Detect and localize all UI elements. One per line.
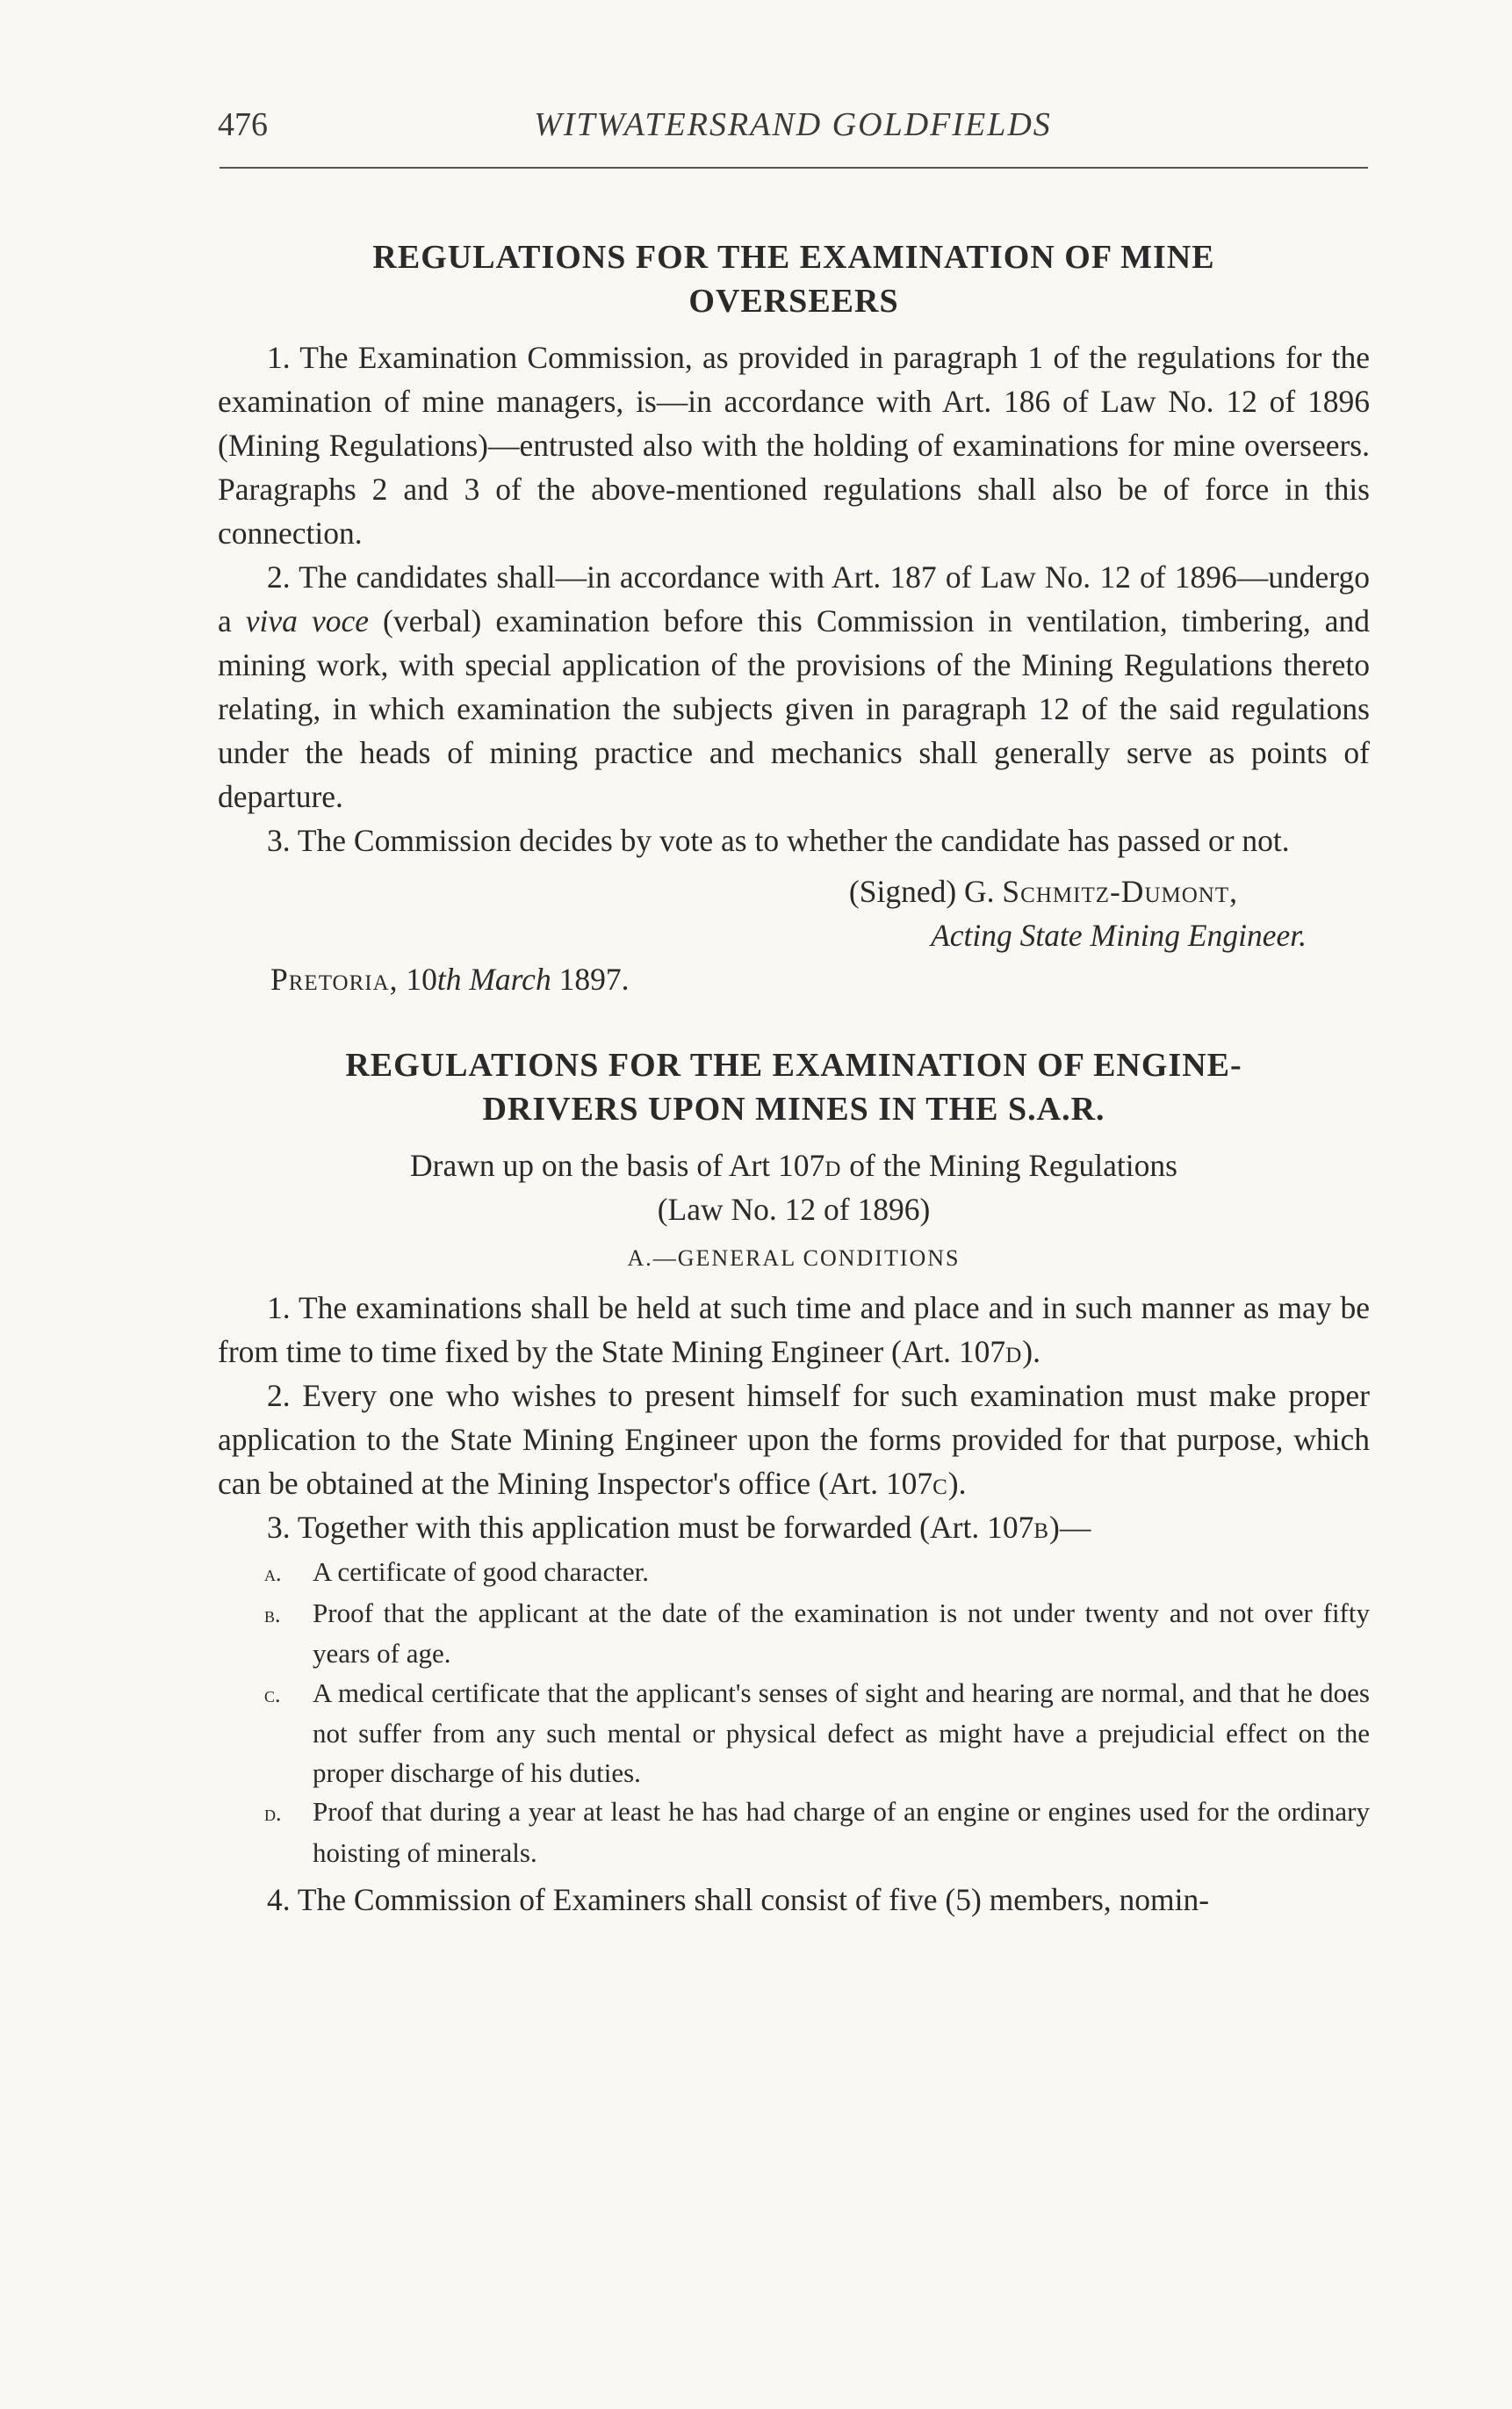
section2-paragraph-1-b: ). (1022, 1334, 1040, 1369)
dateline (218, 957, 1370, 1001)
section1-paragraph-1: 1. The Examination Commission, as provided in paragraph 1 of the regulations for the examination of mine managers, is—in accordance with Art. 186 of Law No. 12 of 1896 (Mining Regulations)—entrusted also with the holding of examinations for mine overseers. Paragraphs 2 and 3 of the above-mentioned regulations shall also be of force in this connection. (218, 340, 1370, 551)
section1-heading (218, 235, 1370, 323)
section2-paragraph-3 (218, 1505, 1370, 1549)
dateline-year: 1897. (551, 962, 630, 997)
list-item-b-label: b. (264, 1601, 281, 1627)
list-item-d (218, 1792, 1370, 1872)
section2-subtitle (218, 1143, 1370, 1231)
section2-paragraph-4: 4. The Commission of Examiners shall consist of five (5) members, nomin- (267, 1882, 1210, 1917)
list-item-d-text: Proof that during a year at least he has had charge of an engine or engines used for the ordinary hoisting of minerals. (313, 1796, 1370, 1868)
page-number: 476 (218, 106, 268, 143)
section2-subtitle-line2: (Law No. 12 of 1896) (657, 1192, 931, 1227)
list-item-a (218, 1553, 1370, 1594)
list-item-b (218, 1594, 1370, 1674)
list-item-c-text: A medical certificate that the applicant's senses of sight and hearing are normal, and that he does not suffer from any such mental or physical defect as might have a prejudicial effect on the proper discharge of his duties. (313, 1677, 1370, 1788)
list-item-b-text: Proof that the applicant at the date of the examination is not under twenty and not over fifty years of age. (313, 1597, 1370, 1669)
header-rule (220, 167, 1368, 169)
section2-paragraph-2 (218, 1374, 1370, 1505)
section2-heading-line1: REGULATIONS FOR THE EXAMINATION OF ENGINE- (345, 1047, 1242, 1084)
section2-subtitle-a: Drawn up on the basis of Art 107 (410, 1148, 825, 1183)
signature (218, 869, 1370, 913)
signature-prefix: (Signed) G. (848, 874, 1003, 909)
section2-paragraph-1-sc: d (1005, 1334, 1023, 1369)
section2-heading-line2: DRIVERS UPON MINES IN THE S.A.R. (482, 1091, 1105, 1128)
list-item-c-label: c. (264, 1681, 281, 1707)
section2-subtitle-b: of the Mining Regulations (841, 1148, 1177, 1183)
running-title: WITWATERSRAND GOLDFIELDS (534, 106, 1052, 143)
signature-name: Schmitz-Dumont, (1002, 874, 1238, 909)
dateline-place: Pretoria, (270, 962, 399, 997)
section1-paragraph-2-a: 2. The candidates shall—in accordance with Art. 187 of Law No. 12 of 1896—undergo a (218, 559, 1370, 638)
signature-role: Acting State Mining Engineer. (931, 918, 1307, 953)
section2-paragraph-3-b: )— (1049, 1510, 1091, 1545)
section1-paragraph-2 (218, 555, 1370, 819)
dateline-day: 10 (398, 962, 437, 997)
page-body (218, 235, 1370, 1922)
section2-paragraph-2-b: ). (947, 1466, 967, 1501)
section2-label: A.—GENERAL CONDITIONS (627, 1245, 961, 1271)
section2-paragraph-1 (218, 1286, 1370, 1374)
list-item-a-text: A certificate of good character. (313, 1556, 649, 1587)
section1-heading-line2: OVERSEERS (688, 283, 899, 320)
section2-paragraph-2-a: 2. Every one who wishes to present himself for such examination must make proper application to the State Mining Engineer upon the forms provided for that purpose, which can be obtained at the Mining Inspector's office (Art. 107 (218, 1378, 1370, 1501)
list-item-c (218, 1674, 1370, 1793)
section2-paragraph-3-sc: b (1033, 1510, 1050, 1545)
section2-subtitle-sc: d (824, 1148, 842, 1183)
section2-paragraph-3-a: 3. Together with this application must be forwarded (Art. 107 (267, 1510, 1034, 1545)
section2-paragraph-2-sc: c (932, 1466, 948, 1501)
section1-paragraph-2-b: (verbal) examination before this Commission in ventilation, timbering, and mining work, with special application of the provisions of the Mining Regulations thereto relating, in which examination the subjects given in paragraph 12 of the said regulations under the heads of mining practice and mechanics shall generally serve as points of departure. (218, 603, 1370, 814)
dateline-month: th March (436, 962, 551, 997)
section2-paragraph-1-a: 1. The examinations shall be held at such time and place and in such manner as may be from time to time fixed by the State Mining Engineer (Art. 107 (218, 1290, 1370, 1369)
section1-paragraph-2-italic: viva voce (245, 603, 369, 638)
list-item-a-label: a. (264, 1561, 282, 1586)
list-item-d-label: d. (264, 1800, 282, 1826)
section1-heading-line1: REGULATIONS FOR THE EXAMINATION OF MINE (372, 239, 1215, 276)
section2-heading (218, 1043, 1370, 1131)
page-header (218, 105, 1368, 149)
section1-paragraph-3: 3. The Commission decides by vote as to whether the candidate has passed or not. (267, 823, 1290, 858)
